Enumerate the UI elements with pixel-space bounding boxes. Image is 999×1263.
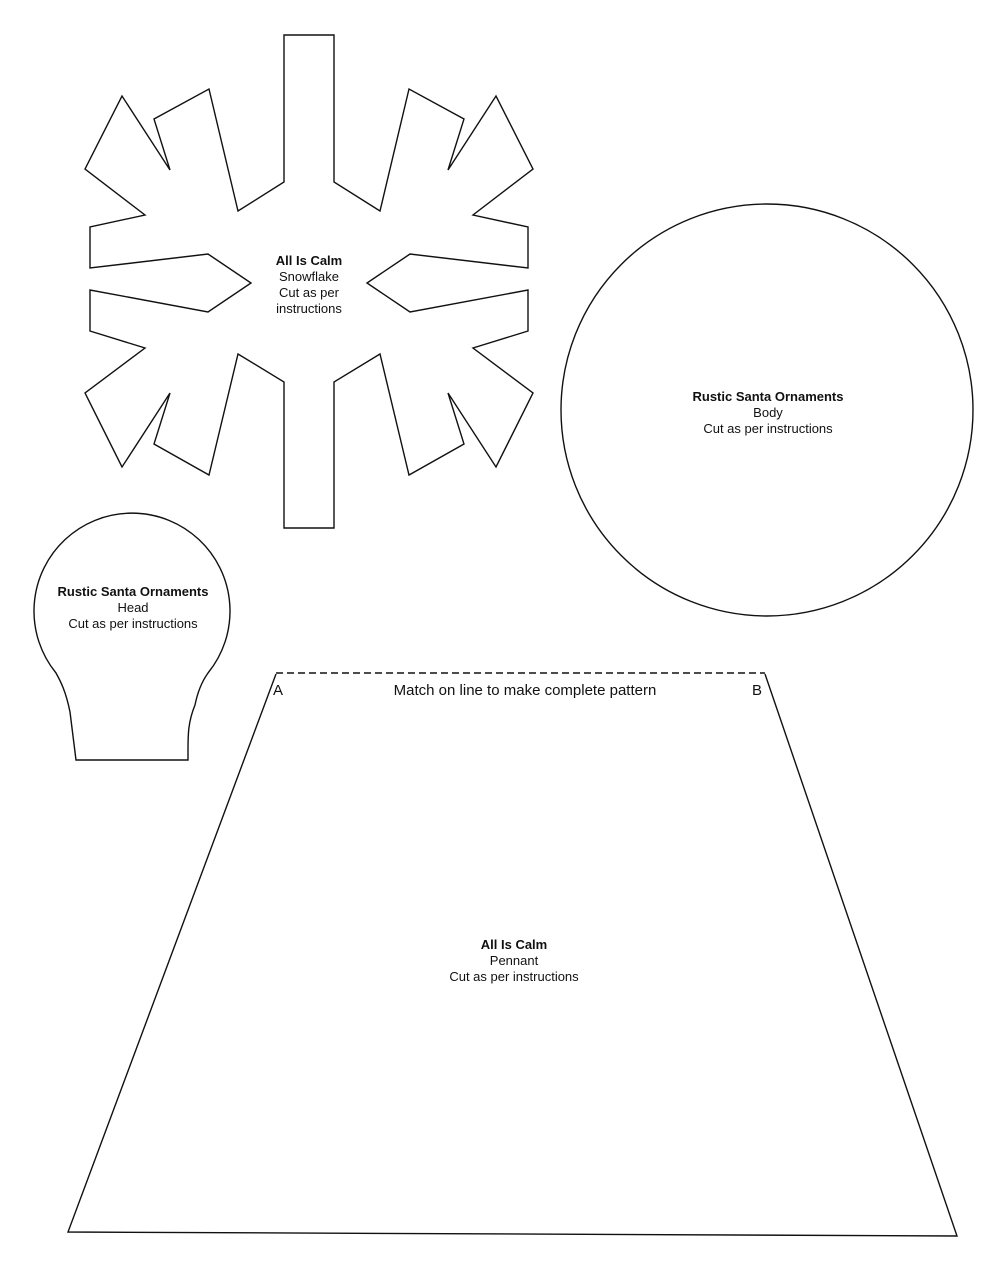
pennant-title: All Is Calm xyxy=(480,937,548,952)
snowflake-title: All Is Calm xyxy=(275,253,343,268)
head-name: Head xyxy=(117,600,149,615)
body-name: Body xyxy=(753,405,783,420)
pennant-name: Pennant xyxy=(489,953,539,968)
pennant-corner-b: B xyxy=(752,682,763,699)
body-label xyxy=(640,389,896,437)
pennant-instruction: Cut as per instructions xyxy=(449,969,579,984)
pennant-label xyxy=(384,937,644,985)
pennant-corner-a: A xyxy=(273,682,284,699)
body-instruction: Cut as per instructions xyxy=(703,421,833,436)
head-outline xyxy=(34,513,230,760)
head-instruction: Cut as per instructions xyxy=(68,616,198,631)
head-title: Rustic Santa Ornaments xyxy=(57,584,209,599)
snowflake-label xyxy=(236,253,382,317)
pennant-match-note: Match on line to make complete pattern xyxy=(393,682,657,699)
snowflake-instruction-1: Cut as per xyxy=(279,285,339,300)
snowflake-instruction-2: instructions xyxy=(276,301,342,316)
head-label xyxy=(28,584,238,632)
body-title: Rustic Santa Ornaments xyxy=(692,389,844,404)
snowflake-name: Snowflake xyxy=(279,269,339,284)
